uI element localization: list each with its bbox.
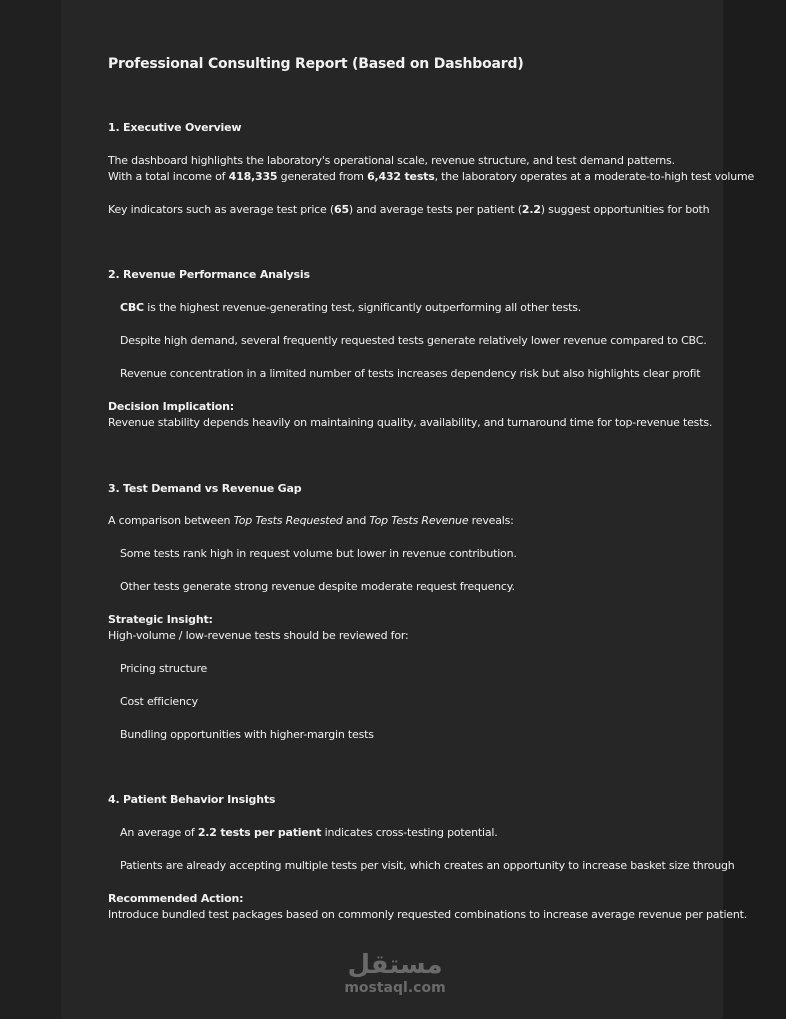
list-item: Pricing structure [120, 662, 208, 675]
list-item: CBC is the highest revenue-generating test, significantly outperforming all other tests. [120, 301, 582, 314]
list-item: Bundling opportunities with higher-margin tests [120, 728, 374, 741]
paragraph: High-volume / low-revenue tests should be reviewed for: [108, 629, 409, 642]
mostaql-watermark [340, 950, 450, 996]
strategic-insight-label: Strategic Insight: [108, 613, 213, 626]
recommended-action-label: Recommended Action: [108, 892, 244, 905]
left-gutter [0, 0, 61, 1019]
watermark-arabic: مستقل [347, 950, 443, 980]
paragraph: Revenue stability depends heavily on maintaining quality, availability, and turnaround time for top-revenue tests. [108, 416, 713, 429]
paragraph: Key indicators such as average test price (65) and average tests per patient (2.2) suggest opportunities for both [108, 203, 710, 216]
paragraph: The dashboard highlights the laboratory's operational scale, revenue structure, and test demand patterns. [108, 154, 675, 167]
list-item: Other tests generate strong revenue despite moderate request frequency. [120, 580, 515, 593]
paragraph: Introduce bundled test packages based on commonly requested combinations to increase average revenue per patient. [108, 908, 748, 921]
section-1-heading: 1. Executive Overview [108, 121, 242, 134]
list-item: An average of 2.2 tests per patient indicates cross-testing potential. [120, 826, 498, 839]
list-item: Some tests rank high in request volume but lower in revenue contribution. [120, 547, 517, 560]
decision-implication-label: Decision Implication: [108, 400, 234, 413]
list-item: Cost efficiency [120, 695, 198, 708]
list-item: Revenue concentration in a limited number of tests increases dependency risk but also highlights clear profit [120, 367, 701, 380]
document-content [108, 0, 755, 1019]
report-title: Professional Consulting Report (Based on Dashboard) [108, 56, 524, 72]
paragraph: With a total income of 418,335 generated from 6,432 tests, the laboratory operates at a moderate-to-high test volume [108, 170, 755, 183]
section-2-heading: 2. Revenue Performance Analysis [108, 268, 310, 281]
list-item: Patients are already accepting multiple tests per visit, which creates an opportunity to increase basket size through [120, 859, 735, 872]
list-item: Despite high demand, several frequently requested tests generate relatively lower revenue compared to CBC. [120, 334, 707, 347]
section-3-heading: 3. Test Demand vs Revenue Gap [108, 482, 302, 495]
section-4-heading: 4. Patient Behavior Insights [108, 793, 276, 806]
watermark-latin: mostaql.com [344, 980, 446, 996]
paragraph: A comparison between Top Tests Requested and Top Tests Revenue reveals: [108, 514, 514, 527]
